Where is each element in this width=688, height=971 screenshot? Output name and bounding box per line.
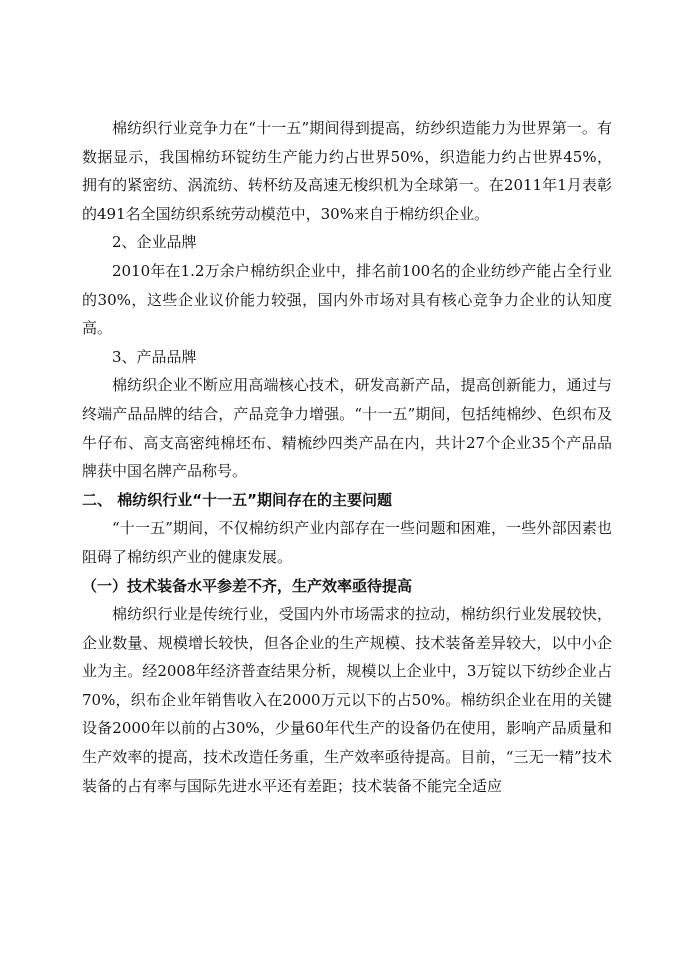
paragraph-competitiveness: 棉纺织行业竞争力在“十一五”期间得到提高，纺纱织造能力为世界第一。有数据显示，我国棉纺环锭纺生产能力约占世界50%，织造能力约占世界45%，拥有的紧密纺、涡流纺、转杯纺及高速无梭织机为全球第一。在2011年1月表彰的491名全国纺织系统劳动模范中，30%来自于棉纺织企业。 — [82, 119, 612, 223]
document-page — [82, 114, 612, 800]
paragraph-problems-intro: “十一五”期间，不仅棉纺织产业内部存在一些问题和困难，一些外部因素也阻碍了棉纺织产业的健康发展。 — [82, 519, 612, 566]
paragraph-enterprise-brand: 2010年在1.2万余户棉纺织企业中，排名前100名的企业纺纱产能占全行业的30%，这些企业议价能力较强，国内外市场对具有核心竞争力企业的认知度高。 — [82, 261, 612, 338]
subsection-heading-equipment: （一）技术装备水平参差不齐，生产效率亟待提高 — [82, 576, 413, 595]
heading-product-brand: 3、产品品牌 — [112, 347, 197, 366]
paragraph-product-brand: 棉纺织企业不断应用高端核心技术，研发高新产品，提高创新能力，通过与终端产品品牌的结合，产品竞争力增强。“十一五”期间，包括纯棉纱、色织布及牛仔布、高支高密纯棉坯布、精梳纱四类产品在内，共计27个企业35个产品品牌获中国名牌产品称号。 — [82, 376, 612, 481]
heading-enterprise-brand: 2、企业品牌 — [112, 233, 197, 252]
paragraph-equipment: 棉纺织行业是传统行业，受国内外市场需求的拉动，棉纺织行业发展较快，企业数量、规模增长较快，但各企业的生产规模、技术装备差异较大，以中小企业为主。经2008年经济普查结果分析，规模以上企业中，3万锭以下纺纱企业占70%，织布企业年销售收入在2000万元以下的占50%。棉纺织企业在用的关键设备2000年以前的占30%，少量60年代生产的设备仍在使用，影响产品质量和生产效率的提高，技术改造任务重，生产效率亟待提高。目前，“三无一精”技术装备的占有率与国际先进水平还有差距；技术装备不能完全适应 — [82, 605, 612, 795]
section-heading-problems: 二、 棉纺织行业“十一五”期间存在的主要问题 — [82, 490, 392, 509]
